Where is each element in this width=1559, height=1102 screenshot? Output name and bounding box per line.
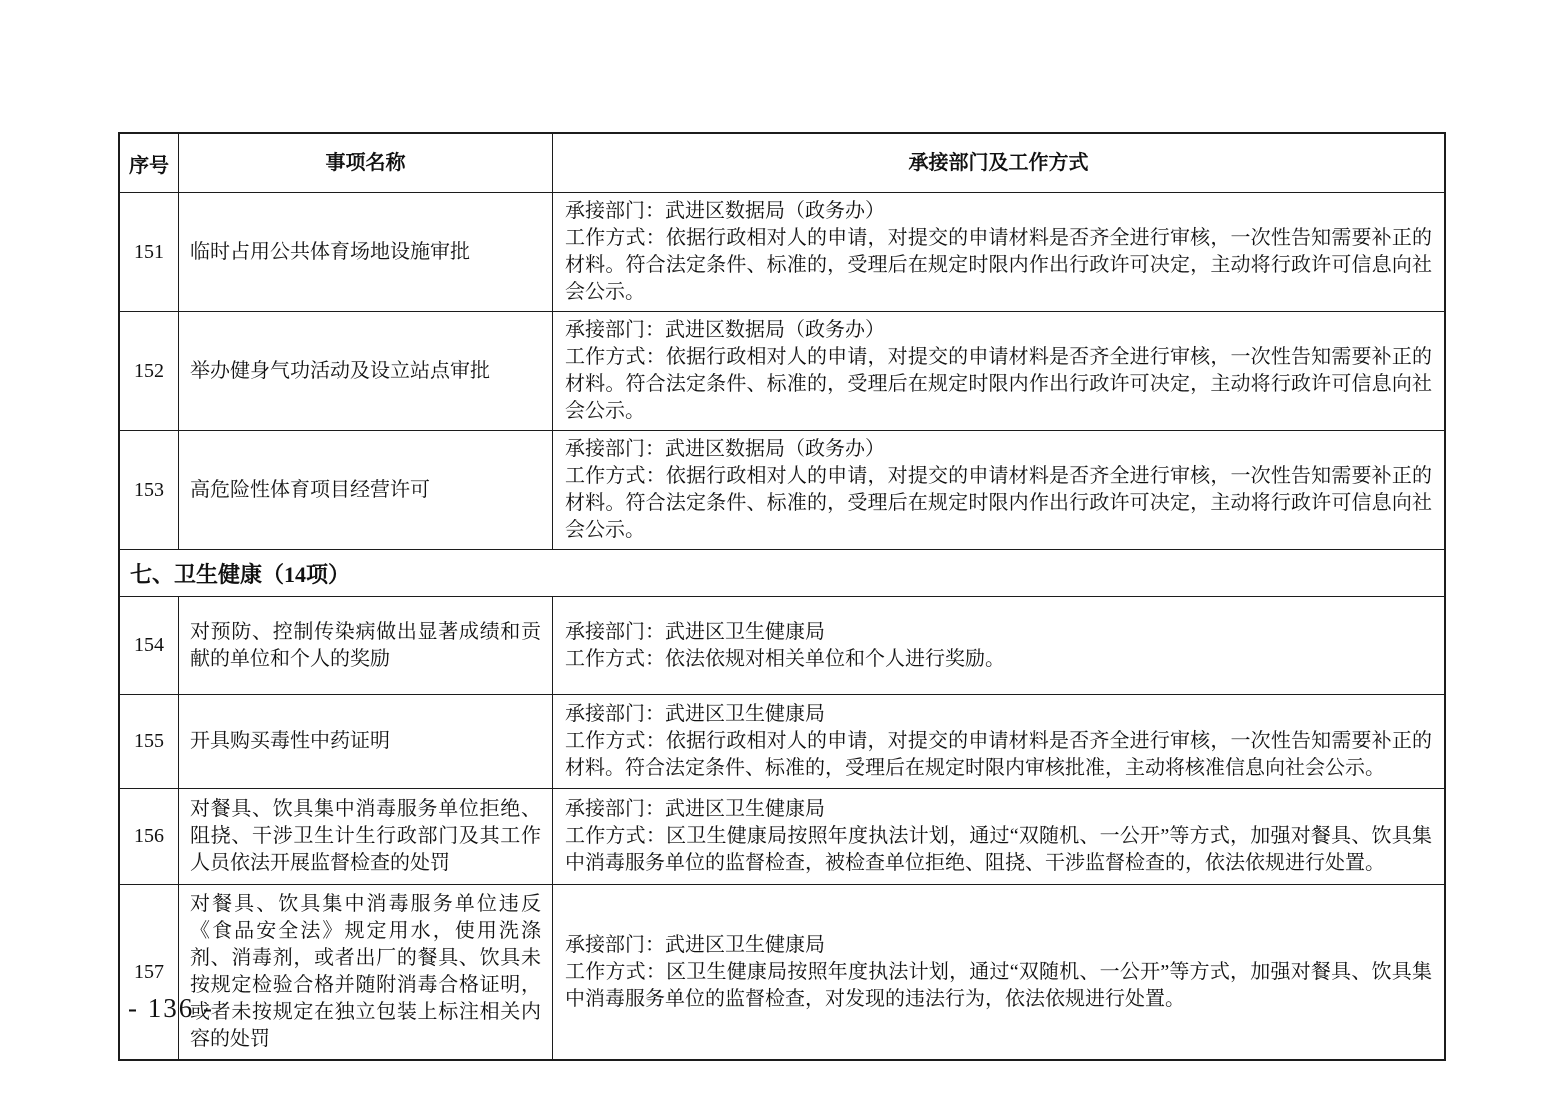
method-line: 工作方式：依法依规对相关单位和个人进行奖励。 [565, 647, 1005, 670]
table-row [120, 694, 1444, 788]
dept-line: 承接部门：武进区卫生健康局 [565, 798, 825, 820]
row-item-name: 临时占用公共体育场地设施审批 [178, 193, 552, 311]
method-line: 工作方式：区卫生健康局按照年度执法计划，通过“双随机、一公开”等方式，加强对餐具、饮具集中消毒服务单位的监督检查，对发现的违法行为，依法依规进行处置。 [565, 960, 1432, 1010]
table-row [120, 788, 1444, 884]
table-row [120, 884, 1444, 1059]
row-dept-method [552, 597, 1444, 694]
header-col-name: 事项名称 [178, 134, 552, 192]
method-line: 工作方式：区卫生健康局按照年度执法计划，通过“双随机、一公开”等方式，加强对餐具、饮具集中消毒服务单位的监督检查，被检查单位拒绝、阻挠、干涉监督检查的，依法依规进行处置。 [565, 825, 1432, 874]
table-header-row [120, 134, 1444, 192]
page-number: - 136 - [128, 993, 214, 1023]
row-no: 153 [134, 478, 164, 501]
row-no: 151 [134, 240, 164, 263]
row-dept-method [552, 885, 1444, 1059]
dept-line: 承接部门：武进区数据局（政务办） [565, 200, 885, 222]
row-item-name: 对餐具、饮具集中消毒服务单位违反《食品安全法》规定用水，使用洗涤剂、消毒剂，或者出厂的餐具、饮具未按规定检验合格并随附消毒合格证明，或者未按规定在独立包装上标注相关内容的处罚 [178, 885, 552, 1059]
header-col-no: 序号 [129, 154, 169, 177]
row-no: 156 [134, 825, 164, 847]
header-col-dept-method: 承接部门及工作方式 [552, 134, 1444, 192]
row-dept-method [552, 695, 1444, 788]
dept-line: 承接部门：武进区卫生健康局 [565, 933, 825, 956]
method-line: 工作方式：依据行政相对人的申请，对提交的申请材料是否齐全进行审核，一次性告知需要补正的材料。符合法定条件、标准的，受理后在规定时限内审核批准，主动将核准信息向社会公示。 [565, 730, 1432, 779]
method-line: 工作方式：依据行政相对人的申请，对提交的申请材料是否齐全进行审核，一次性告知需要补正的材料。符合法定条件、标准的，受理后在规定时限内作出行政许可决定，主动将行政许可信息向社会公示。 [565, 227, 1432, 303]
table-row [120, 430, 1444, 549]
section-header-row [120, 549, 1444, 596]
row-dept-method [552, 789, 1444, 884]
dept-line: 承接部门：武进区数据局（政务办） [565, 319, 885, 341]
row-dept-method [552, 193, 1444, 311]
row-no: 152 [134, 359, 164, 382]
approval-items-table [118, 132, 1446, 1061]
row-item-name: 举办健身气功活动及设立站点审批 [178, 312, 552, 430]
row-item-name: 对预防、控制传染病做出显著成绩和贡献的单位和个人的奖励 [178, 597, 552, 694]
table-row [120, 192, 1444, 311]
method-line: 工作方式：依据行政相对人的申请，对提交的申请材料是否齐全进行审核，一次性告知需要补正的材料。符合法定条件、标准的，受理后在规定时限内作出行政许可决定，主动将行政许可信息向社会公示。 [565, 346, 1432, 422]
row-no: 155 [134, 730, 164, 752]
row-item-name: 对餐具、饮具集中消毒服务单位拒绝、阻挠、干涉卫生计生行政部门及其工作人员依法开展监督检查的处罚 [178, 789, 552, 884]
row-dept-method [552, 431, 1444, 549]
row-item-name: 开具购买毒性中药证明 [178, 695, 552, 788]
dept-line: 承接部门：武进区数据局（政务办） [565, 438, 885, 460]
dept-line: 承接部门：武进区卫生健康局 [565, 703, 825, 725]
table-row [120, 596, 1444, 694]
row-no: 157 [134, 960, 164, 983]
dept-line: 承接部门：武进区卫生健康局 [565, 620, 825, 643]
row-dept-method [552, 312, 1444, 430]
row-no: 154 [134, 634, 164, 656]
table-row [120, 311, 1444, 430]
row-item-name: 高危险性体育项目经营许可 [178, 431, 552, 549]
section-title: 七、卫生健康（14项） [130, 561, 351, 587]
method-line: 工作方式：依据行政相对人的申请，对提交的申请材料是否齐全进行审核，一次性告知需要补正的材料。符合法定条件、标准的，受理后在规定时限内作出行政许可决定，主动将行政许可信息向社会公示。 [565, 465, 1432, 541]
